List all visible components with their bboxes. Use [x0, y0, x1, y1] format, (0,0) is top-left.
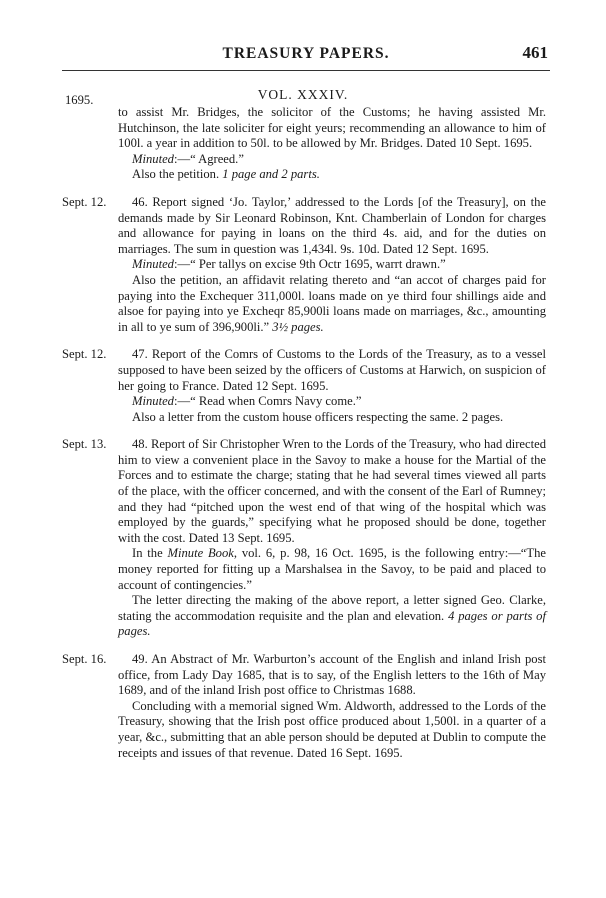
page-count: 2 pages.: [461, 409, 504, 424]
page-count: 3½ pages.: [272, 319, 324, 334]
minuted-text: :—“ Per tallys on excise 9th Octr 1695, warrt drawn.”: [173, 257, 446, 272]
page-body: [62, 105, 546, 773]
minuted-label: Minuted: [132, 394, 174, 409]
entry-continued: [118, 105, 546, 183]
page-count: 4 pages or parts of pages.: [118, 608, 546, 639]
minuted-label: Minuted: [132, 151, 174, 166]
also-line: [118, 593, 546, 640]
also-line: Concluding with a memorial signed Wm. Aldworth, addressed to the Lords of the Treasury, showing that the Irish post office produced about 1,500l. in a quarter of a year, &c., submitting that an able person should be deputed at Dublin to compute the receipts and issues of that revenue. Dated 16 Sept. 1695.: [118, 698, 546, 760]
also-line: [118, 167, 546, 183]
also-text: Also the petition.: [132, 167, 220, 182]
entry-49: [62, 652, 546, 761]
minuted-line: [118, 152, 546, 168]
entry-text: to assist Mr. Bridges, the solicitor of the Customs; he having assisted Mr. Hutchinson, the late soliciter for eight yeurs; recommending an allowance to him of 100l. a year in addition to 50l. to be allowed by Mr. Bridges. Dated 10 Sept. 1695.: [118, 105, 546, 151]
margin-date: Sept. 13.: [62, 437, 107, 452]
entry-text: 46. Report signed ‘Jo. Taylor,’ addressed to the Lords [of the Treasury], on the demands made by Sir Leonard Robinson, Knt. Chamberlain of London for charges and allowance for paying in loans on the third 4s. aid, and for the duties on marriages. The sum in question was 1,434l. 9s. 10d. Dated 12 Sept. 1695.: [118, 194, 546, 256]
entry-text: 47. Report of the Comrs of Customs to the Lords of the Treasury, as to a vessel supposed to have been seized by the officers of Customs at Harwich, on suspicion of her going to France. Dated 12 Sept. 1695.: [118, 347, 546, 393]
minuted-text: :—“ Agreed.”: [173, 151, 244, 166]
also-text: Also the petition, an affidavit relating thereto and “an accot of charges paid for paying into the Exchequer 311,000l. loans made on ye third four shillings aide and alsoe for paying into ye Excheqr 85,900li loans made on marriages, &c., amounting in all to ye sum of 396,900li.”: [118, 272, 546, 334]
entry-47: [62, 347, 546, 425]
margin-date: Sept. 12.: [62, 194, 107, 209]
running-title: TREASURY PAPERS.: [222, 45, 390, 62]
minuted-line: [118, 394, 546, 410]
page-number: 461: [522, 43, 548, 62]
entry-48: [62, 437, 546, 640]
margin-date: Sept. 12.: [62, 347, 107, 362]
minute-book-line: [118, 546, 546, 593]
minuted-label: Minuted: [132, 257, 174, 272]
page-count: 1 page and 2 parts.: [222, 167, 320, 182]
minuted-line: [118, 257, 546, 273]
minute-book-title: Minute Book: [167, 546, 234, 561]
page-header: [62, 42, 550, 71]
also-text: The letter directing the making of the above report, a letter signed Geo. Clarke, stating the accommodation requisite and the plan and elevation.: [118, 593, 546, 623]
minuted-text: :—“ Read when Comrs Navy come.”: [173, 394, 362, 409]
volume-heading: VOL. XXXIV.: [257, 87, 349, 102]
entry-46: [62, 194, 546, 335]
also-line: [118, 410, 546, 426]
minute-book-pre: In the: [132, 546, 168, 561]
entry-text: 49. An Abstract of Mr. Warburton’s account of the English and inland Irish post office, from Lady Day 1685, that is to say, of the English letters to the 16th of May 1689, and of the inland Irish post office to Christmas 1688.: [118, 652, 546, 698]
also-text: Also a letter from the custom house officers respecting the same.: [132, 409, 459, 424]
margin-year: 1695.: [65, 93, 94, 107]
minute-book-post: , vol. 6, p. 98, 16 Oct. 1695, is the following entry:—“The money reported for fitting up a Marshalsea in the Savoy, to be paid and placed to account of contingencies.”: [118, 546, 546, 592]
also-line: [118, 273, 546, 335]
entry-text: 48. Report of Sir Christopher Wren to the Lords of the Treasury, who had directed him to view a convenient place in the Savoy to make a house for the Martial of the Forces and to estimate the charge; stating that he had several times viewed all parts of the place, with the officer concerned, and with the consent of the Earl of Rumney; and they had “pitched upon the west end of that wing of the hospital which was employed by the guards,” specifying what he proposed should be done, together with the cost. Dated 13 Sept. 1695.: [118, 437, 546, 545]
margin-date: Sept. 16.: [62, 652, 107, 666]
